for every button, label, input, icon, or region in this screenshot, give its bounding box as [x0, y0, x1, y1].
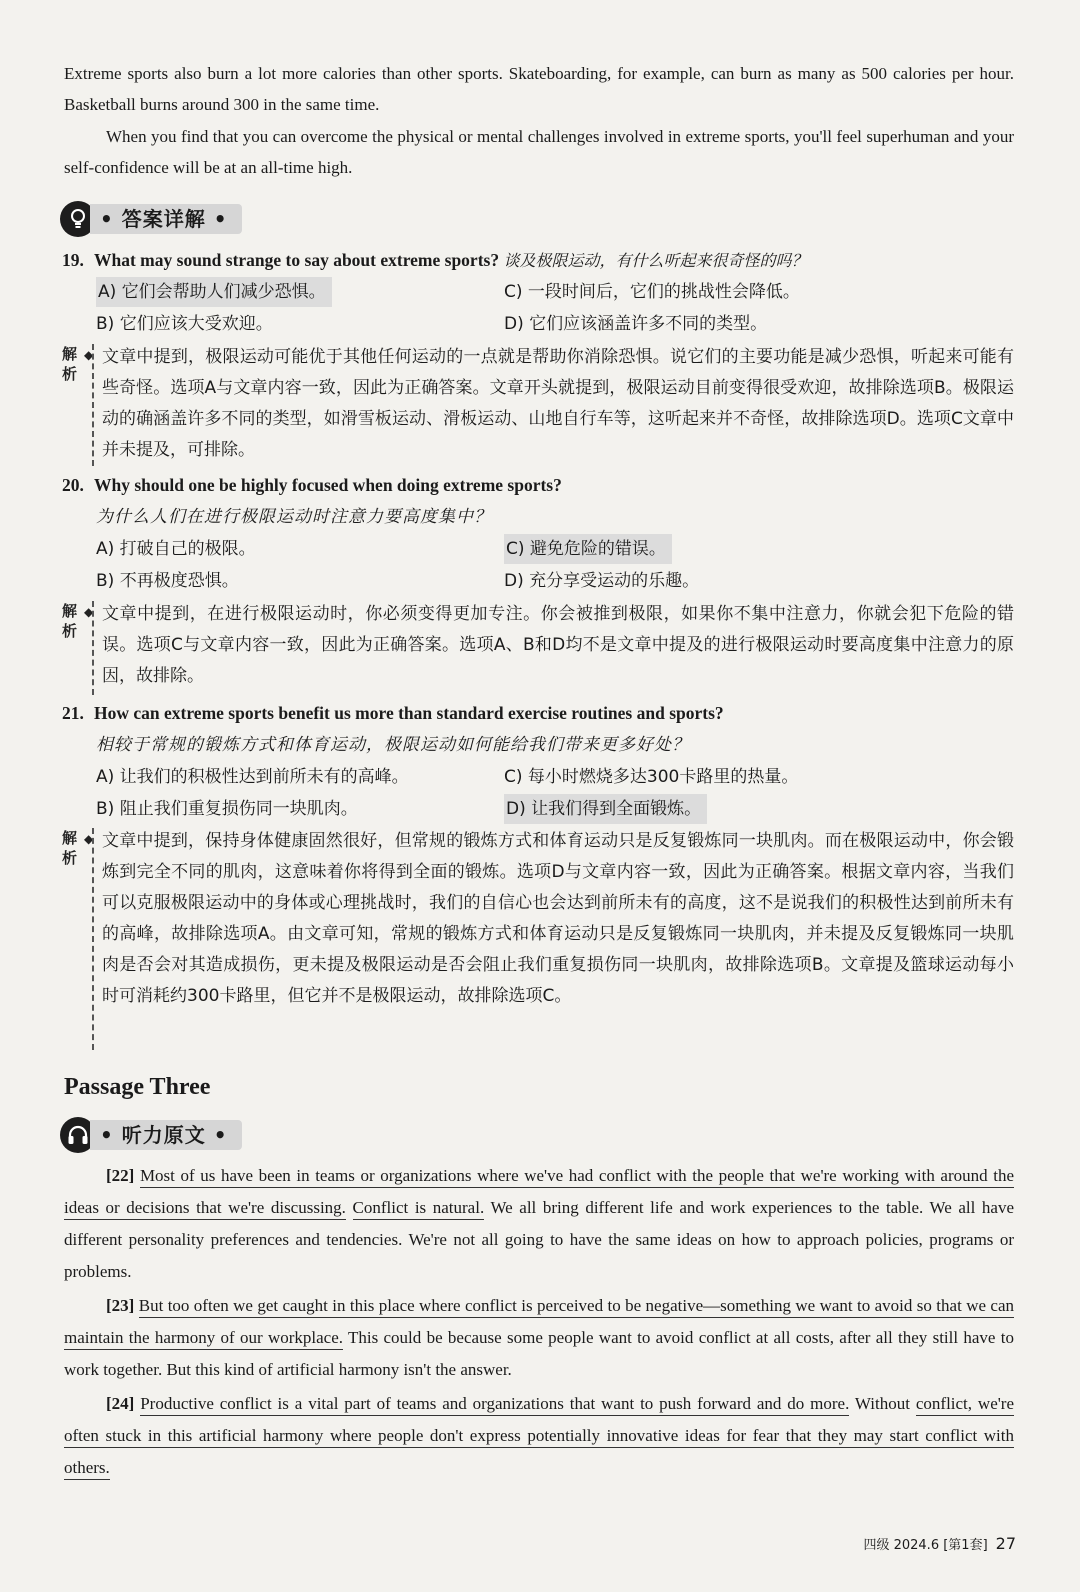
- option-19-d: D) 它们应该涵盖许多不同的类型。: [504, 314, 768, 334]
- transcript-text: This could be because some people want to avoid conflict at all costs, after all they still have to work together. But this kind of artificial harmony isn't the answer.: [64, 1328, 1014, 1379]
- transcript-text: Without: [849, 1394, 916, 1413]
- question-21-cn: 相较于常规的锻炼方式和体育运动，极限运动如何能给我们带来更多好处？: [96, 735, 690, 755]
- analysis-19: [62, 342, 1022, 466]
- analysis-21: [62, 826, 1022, 1050]
- diamond-icon: ◆: [84, 605, 94, 619]
- transcript-header-label: • 听力原文 •: [90, 1120, 242, 1150]
- question-number: 21.: [62, 703, 84, 723]
- question-21: [62, 698, 1022, 728]
- diamond-icon: ◆: [84, 348, 94, 362]
- option-20-c: C) 避免危险的错误。: [504, 534, 672, 564]
- analysis-text: 文章中提到，保持身体健康固然很好，但常规的锻炼方式和体育运动只是反复锻炼同一块肌肉。而在极限运动中，你会锻炼到完全不同的肌肉，这意味着你将得到全面的锻炼。选项D与文章内容一致，因此为正确答案。根据文章内容，当我们可以克服极限运动中的身体或心理挑战时，我们的自信心也会达到前所未有的高度，这不是说我们的积极性达到前所未有的高峰，故排除选项A。由文章可知，常规的锻炼方式和体育运动只是反复锻炼同一块肌肉，并未提及反复锻炼同一块肌肉是否会对其造成损伤，更未提及极限运动是否会阻止我们重复损伤同一块肌肉，故排除选项B。文章提及篮球运动每小时可消耗约300卡路里，但它并不是极限运动，故排除选项C。: [102, 831, 1014, 1006]
- analysis-tag: 解 析: [62, 345, 78, 383]
- question-19: [62, 245, 1022, 276]
- question-text: What may sound strange to say about extreme sports?: [94, 250, 500, 270]
- option-21-d: D) 让我们得到全面锻炼。: [504, 794, 707, 824]
- question-number: 20.: [62, 475, 84, 495]
- option-21-b: B) 阻止我们重复损伤同一块肌肉。: [96, 799, 358, 819]
- answers-header-label: • 答案详解 •: [90, 204, 242, 234]
- option-19-a: A) 它们会帮助人们减少恐惧。: [96, 277, 332, 307]
- key-sentence-24b: conflict, we're often stuck in this artificial harmony where people don't express potentially innovative ideas for fear that they may start conflict with others.: [64, 1394, 1014, 1480]
- transcript-text: We all bring different life and work experiences to the table. We all have different personality preferences and tendencies. We're not all going to have the same ideas on how to approach policies, programs or problems.: [64, 1198, 1014, 1281]
- option-20-a: A) 打破自己的极限。: [96, 539, 256, 559]
- page-number: 27: [995, 1534, 1016, 1553]
- option-19-b: B) 它们应该大受欢迎。: [96, 314, 273, 334]
- intro-paragraph-2: When you find that you can overcome the physical or mental challenges involved in extreme sports, you'll feel superhuman and your self-confidence will be at an all-time high.: [64, 127, 1014, 177]
- key-sentence-24: Productive conflict is a vital part of teams and organizations that want to push forward and do more.: [140, 1394, 849, 1416]
- marker-24: [24]: [106, 1394, 135, 1413]
- question-20-cn: 为什么人们在进行极限运动时注意力要高度集中？: [96, 507, 492, 527]
- question-text: Why should one be highly focused when doing extreme sports?: [94, 475, 562, 495]
- issue-label: 四级 2024.6 [第1套]: [863, 1538, 988, 1553]
- analysis-20: [62, 599, 1022, 695]
- analysis-tag: 解 析: [62, 602, 78, 640]
- analysis-text: 文章中提到，极限运动可能优于其他任何运动的一点就是帮助你消除恐惧。说它们的主要功能是减少恐惧，听起来可能有些奇怪。选项A与文章内容一致，因此为正确答案。文章开头就提到，极限运动目前变得很受欢迎，故排除选项B。极限运动的确涵盖许多不同的类型，如滑雪板运动、滑板运动、山地自行车等，这听起来并不奇怪，故排除选项D。选项C文章中并未提及，可排除。: [102, 347, 1014, 460]
- transcript-header: [60, 1114, 242, 1156]
- analysis-text: 文章中提到，在进行极限运动时，你必须变得更加专注。你会被推到极限，如果你不集中注意力，你就会犯下危险的错误。选项C与文章内容一致，因此为正确答案。选项A、B和D均不是文章中提及的进行极限运动时要高度集中注意力的原因，故排除。: [102, 604, 1014, 686]
- marker-22: [22]: [106, 1166, 135, 1185]
- intro-paragraph-1: Extreme sports also burn a lot more calories than other sports. Skateboarding, for example, can burn as many as 500 calories per hour. Basketball burns around 300 in the same time.: [64, 64, 1014, 114]
- analysis-tag: 解 析: [62, 829, 78, 867]
- question-text: How can extreme sports benefit us more than standard exercise routines and sports?: [94, 703, 724, 723]
- option-21-c: C) 每小时燃烧多达300卡路里的热量。: [504, 767, 799, 787]
- passage-title: Passage Three: [64, 1074, 211, 1100]
- transcript-paragraph-24: [64, 1388, 1014, 1484]
- question-number: 19.: [62, 250, 84, 270]
- option-20-d: D) 充分享受运动的乐趣。: [504, 571, 700, 591]
- option-19-c: C) 一段时间后，它们的挑战性会降低。: [504, 282, 800, 302]
- question-20: [62, 470, 1022, 500]
- marker-23: [23]: [106, 1296, 135, 1315]
- footer: [863, 1534, 1016, 1553]
- diamond-icon: ◆: [84, 832, 94, 846]
- answers-header: [60, 198, 242, 240]
- option-21-a: A) 让我们的积极性达到前所未有的高峰。: [96, 767, 409, 787]
- key-sentence-22: Most of us have been in teams or organizations where we've had conflict with the people that we're working with around the ideas or decisions that we're discussing.: [64, 1166, 1014, 1220]
- key-sentence-23: But too often we get caught in this place where conflict is perceived to be negative—something we want to avoid so that we can maintain the harmony of our workplace.: [64, 1296, 1014, 1350]
- transcript-paragraph-23: [64, 1290, 1014, 1386]
- transcript-paragraph-22: [64, 1160, 1014, 1288]
- key-sentence-22b: Conflict is natural.: [353, 1198, 485, 1220]
- option-20-b: B) 不再极度恐惧。: [96, 571, 239, 591]
- question-cn: 谈及极限运动，有什么听起来很奇怪的吗？: [503, 251, 808, 270]
